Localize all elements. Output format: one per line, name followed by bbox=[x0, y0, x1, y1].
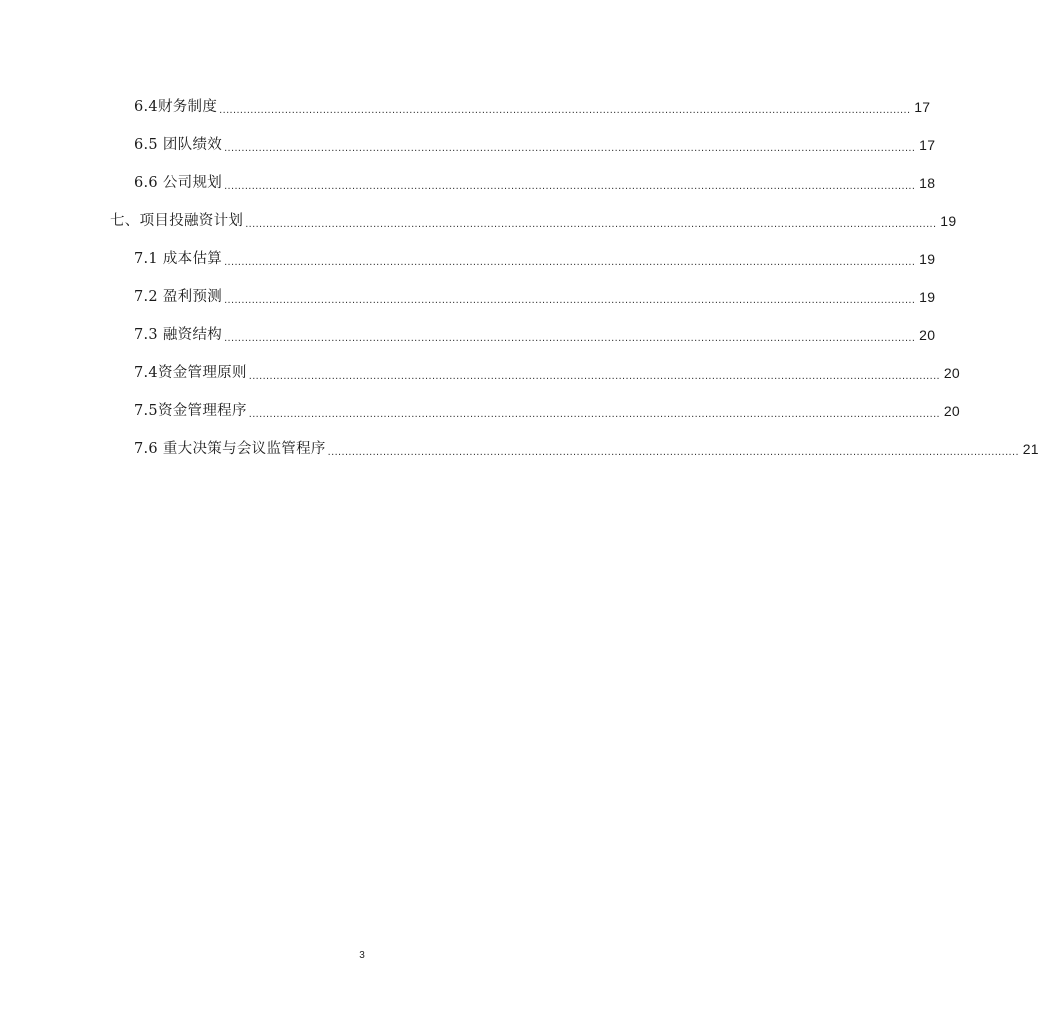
toc-entry-7-5[interactable] bbox=[134, 400, 960, 422]
toc-leader-dots: ........................................................................................................................................................................................................ bbox=[224, 332, 916, 344]
toc-leader-dots: ........................................................................................................................................................................................................ bbox=[248, 408, 940, 420]
toc-entry-text: 6.5 团队绩效 bbox=[134, 137, 223, 153]
toc-entry-text: 7.6 重大决策与会议监管程序 bbox=[134, 441, 326, 457]
toc-leader-dots: ........................................................................................................................................................................................................ bbox=[219, 104, 911, 116]
toc-leader-dots: ........................................................................................................................................................................................................ bbox=[224, 180, 916, 192]
toc-entry-text: 7.5资金管理程序 bbox=[134, 403, 247, 419]
toc-entry-page: 19 bbox=[940, 213, 957, 229]
toc-entry-text: 7.3 融资结构 bbox=[134, 327, 223, 343]
toc-entry-6-6[interactable] bbox=[134, 172, 936, 194]
toc-leader-dots: ........................................................................................................................................................................................................ bbox=[248, 370, 940, 382]
toc-entry-text: 7.4资金管理原则 bbox=[134, 365, 247, 381]
toc-entry-page: 20 bbox=[919, 327, 936, 343]
toc-entry-6-4[interactable] bbox=[134, 96, 931, 118]
toc-entry-7-1[interactable] bbox=[134, 248, 936, 270]
toc-entry-text: 7.2 盈利预测 bbox=[134, 289, 223, 305]
toc-entry-page: 20 bbox=[943, 365, 960, 381]
toc-entry-chapter-7[interactable] bbox=[110, 210, 957, 232]
toc-entry-text: 7.1 成本估算 bbox=[134, 251, 223, 267]
toc-entry-6-5[interactable] bbox=[134, 134, 936, 156]
toc-entry-page: 17 bbox=[919, 137, 936, 153]
toc-entry-7-4[interactable] bbox=[134, 362, 960, 384]
toc-leader-dots: ........................................................................................................................................................................................................ bbox=[224, 142, 916, 154]
toc-leader-dots: ........................................................................................................................................................................................................ bbox=[245, 218, 937, 230]
toc-entry-text: 七、项目投融资计划 bbox=[110, 213, 244, 229]
toc-leader-dots: ........................................................................................................................................................................................................ bbox=[224, 294, 916, 306]
toc-entry-text: 6.4财务制度 bbox=[134, 99, 218, 115]
toc-entry-page: 20 bbox=[943, 403, 960, 419]
toc-entry-7-3[interactable] bbox=[134, 324, 936, 346]
toc-leader-dots: ........................................................................................................................................................................................................ bbox=[327, 446, 1019, 458]
toc-entry-page: 18 bbox=[919, 175, 936, 191]
toc-entry-page: 19 bbox=[919, 289, 936, 305]
toc-entry-text: 6.6 公司规划 bbox=[134, 175, 223, 191]
toc-entry-7-2[interactable] bbox=[134, 286, 936, 308]
page-number: 3 bbox=[359, 950, 365, 961]
toc-entry-7-6[interactable] bbox=[134, 438, 1039, 460]
toc-entry-page: 19 bbox=[919, 251, 936, 267]
toc-entry-page: 17 bbox=[914, 99, 931, 115]
toc-entry-page: 21 bbox=[1022, 441, 1039, 457]
toc-leader-dots: ........................................................................................................................................................................................................ bbox=[224, 256, 916, 268]
